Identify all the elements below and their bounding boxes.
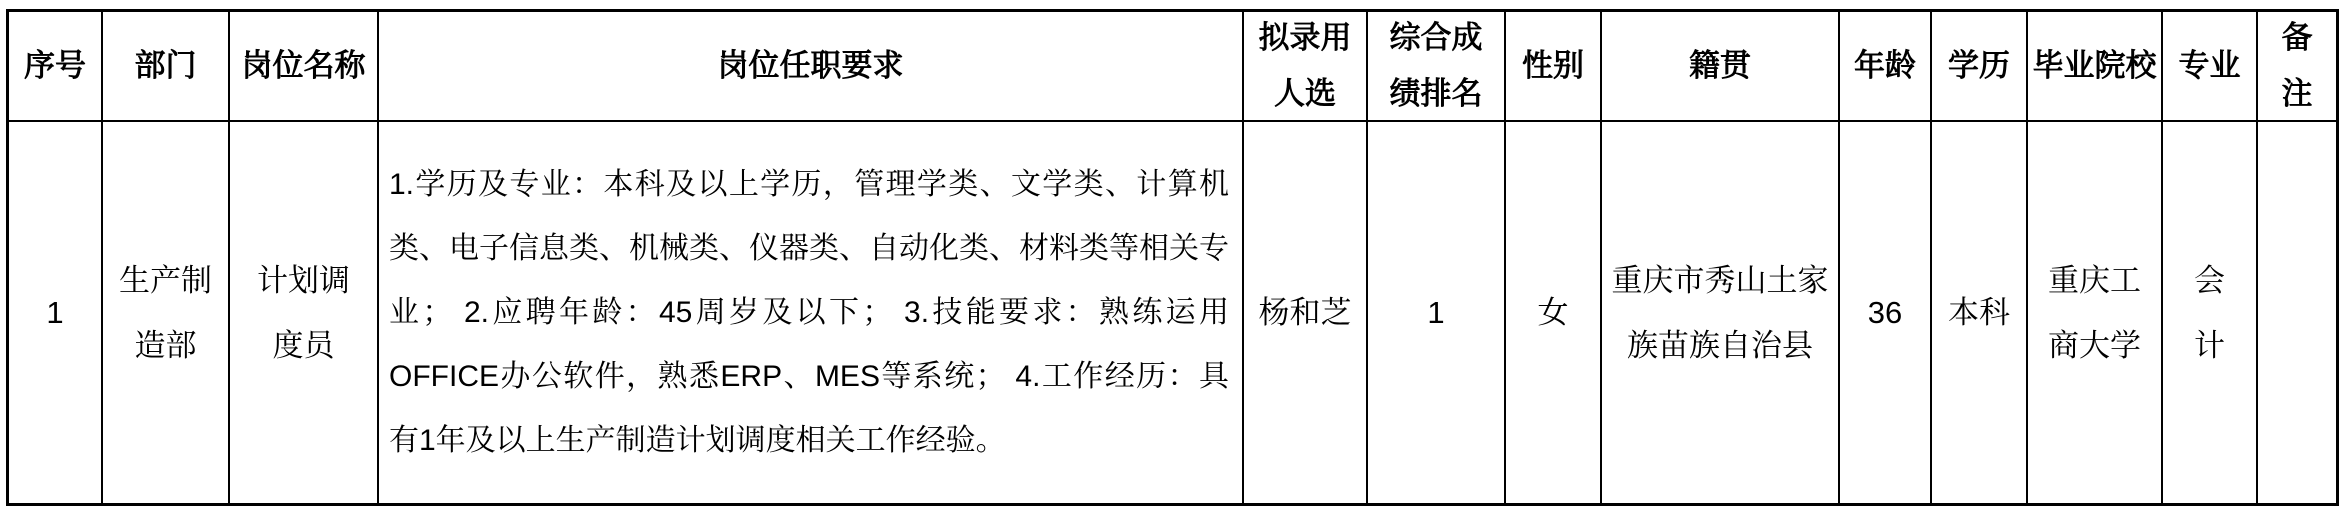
body-cell-education <box>1932 122 2028 503</box>
header-cell-education <box>1932 12 2028 120</box>
body-cell-age <box>1840 122 1932 503</box>
header-label-department: 部门 <box>134 48 197 83</box>
body-cell-position <box>230 122 379 503</box>
cell-text-gender: 女 <box>1537 295 1569 330</box>
body-cell-index <box>9 122 103 503</box>
cell-text-candidate: 杨和芝 <box>1258 295 1352 330</box>
header-cell-age <box>1840 12 1932 120</box>
header-label-school: 毕业院校 <box>2032 48 2157 83</box>
header-cell-position <box>230 12 379 120</box>
header-cell-native-place <box>1602 12 1840 120</box>
cell-text-school: 重庆工商大学 <box>2048 262 2141 363</box>
recruitment-table <box>6 9 2339 506</box>
cell-text-education: 本科 <box>1948 295 2010 330</box>
header-cell-department <box>103 12 230 120</box>
cell-text-department: 生产制造部 <box>119 262 212 363</box>
body-cell-candidate <box>1244 122 1368 503</box>
body-cell-native-place <box>1602 122 1840 503</box>
table-header-row <box>9 12 2336 122</box>
cell-text-major: 会计 <box>2194 262 2225 363</box>
header-label-remarks: 备注 <box>2281 20 2313 111</box>
header-label-age: 年龄 <box>1854 48 1916 83</box>
cell-text-rank: 1 <box>1427 295 1445 330</box>
cell-text-requirements: 1.学历及专业：本科及以上学历，管理学类、文学类、计算机类、电子信息类、机械类、仪器类、自动化类、材料类等相关专业； 2.应聘年龄：45周岁及以下； 3.技能要求：熟练运用OFFICE办公软件，熟悉ERP、MES等系统； 4.工作经历：具有1年及以上生产制造计划调度相关工作经验。 <box>389 167 1229 457</box>
header-label-rank: 综合成绩排名 <box>1389 20 1483 111</box>
header-label-candidate: 拟录用人选 <box>1258 20 1352 111</box>
header-label-education: 学历 <box>1948 48 2010 83</box>
header-cell-candidate <box>1244 12 1368 120</box>
header-label-native-place: 籍贯 <box>1689 48 1751 83</box>
header-label-gender: 性别 <box>1522 48 1584 83</box>
body-cell-rank <box>1368 122 1506 503</box>
header-cell-remarks <box>2258 12 2336 120</box>
body-cell-remarks <box>2258 122 2336 503</box>
body-cell-school <box>2028 122 2163 503</box>
cell-text-age: 36 <box>1867 295 1903 330</box>
body-cell-gender <box>1506 122 1602 503</box>
header-cell-school <box>2028 12 2163 120</box>
header-cell-requirements <box>379 12 1244 120</box>
body-cell-requirements <box>379 122 1244 503</box>
header-label-major: 专业 <box>2178 48 2241 83</box>
body-cell-major <box>2163 122 2258 503</box>
header-label-requirements: 岗位任职要求 <box>717 48 904 83</box>
header-cell-major <box>2163 12 2258 120</box>
cell-text-native-place: 重庆市秀山土家族苗族自治县 <box>1611 262 1829 363</box>
cell-text-index: 1 <box>46 295 64 330</box>
header-cell-gender <box>1506 12 1602 120</box>
header-cell-rank <box>1368 12 1506 120</box>
table-row <box>9 122 2336 503</box>
header-label-index: 序号 <box>24 48 86 83</box>
body-cell-department <box>103 122 230 503</box>
cell-text-position: 计划调度员 <box>257 262 350 363</box>
header-cell-index <box>9 12 103 120</box>
header-label-position: 岗位名称 <box>241 48 366 83</box>
